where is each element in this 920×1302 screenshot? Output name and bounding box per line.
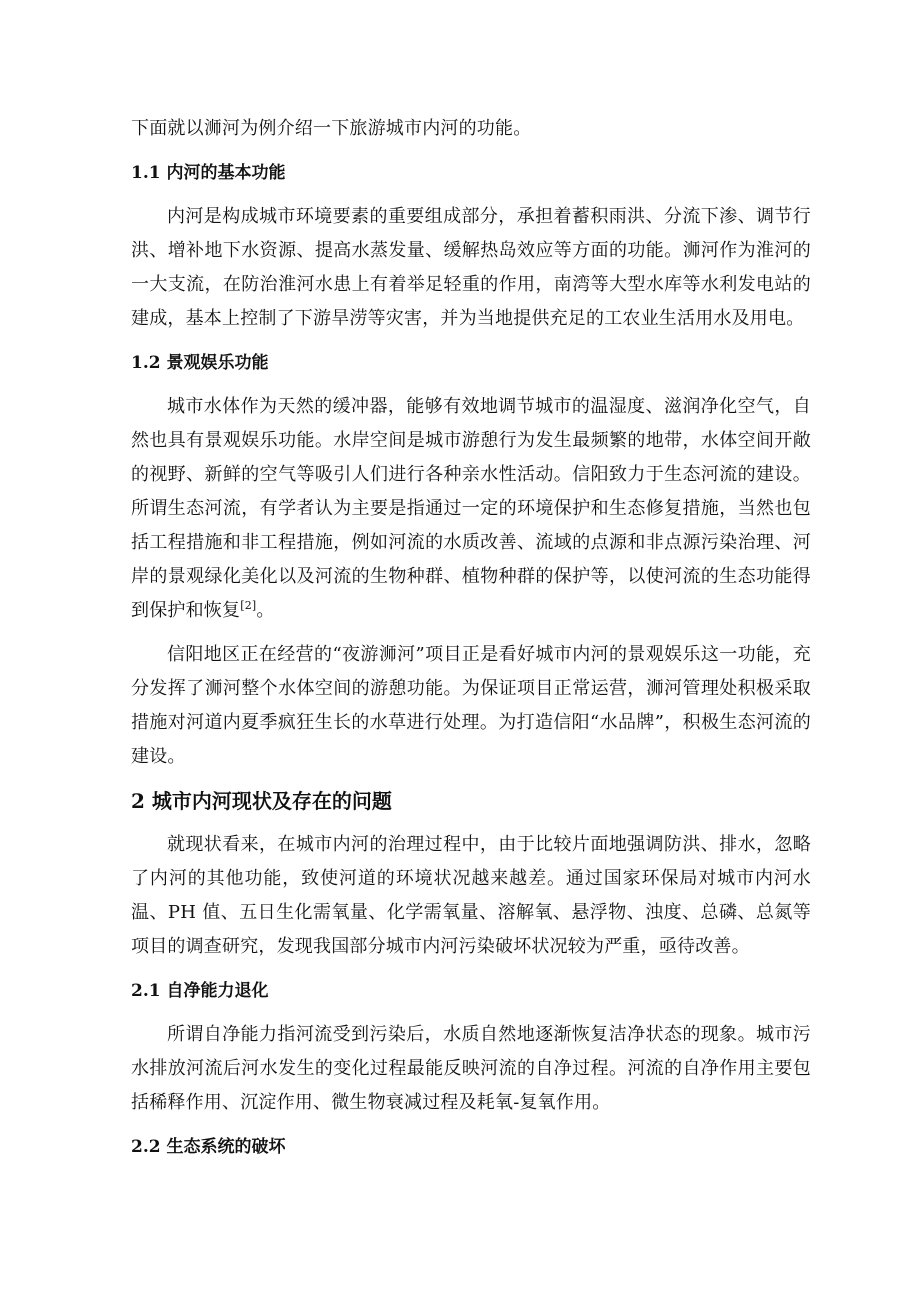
heading-2-1: 2.1 自净能力退化 — [131, 981, 269, 1001]
heading-2: 2 城市内河现状及存在的问题 — [131, 789, 392, 813]
heading-1-1: 1.1 内河的基本功能 — [131, 163, 286, 183]
heading-2-2: 2.2 生态系统的破坏 — [131, 1137, 286, 1157]
citation-reference: [2] — [240, 599, 257, 612]
paragraph-1-1: 内河是构成城市环境要素的重要组成部分，承担着蓄积雨洪、分流下渗、调节行洪、增补地下水资源、提高水蒸发量、缓解热岛效应等方面的功能。浉河作为淮河的一大支流，在防治淮河水患上有着举足轻重的作用，南湾等大型水库等水利发电站的建成，基本上控制了下游旱涝等灾害，并为当地提供充足的工农业生活用水及用电。 — [131, 206, 811, 329]
paragraph-1-2-b: 信阳地区正在经营的“夜游浉河”项目正是看好城市内河的景观娱乐这一功能，充分发挥了浉河整个水体空间的游憩功能。为保证项目正常运营，浉河管理处积极采取措施对河道内夏季疯狂生长的水草进行处理。为打造信阳“水品牌”，积极生态河流的建设。 — [131, 644, 811, 767]
paragraph-1-2-a — [131, 390, 811, 628]
paragraph-2-1: 所谓自净能力指河流受到污染后，水质自然地逐渐恢复洁净状态的现象。城市污水排放河流后河水发生的变化过程最能反映河流的自净过程。河流的自净作用主要包括稀释作用、沉淀作用、微生物衰减过程及耗氧-复氧作用。 — [131, 1024, 811, 1113]
paragraph-1-2-a-end: 。 — [256, 600, 275, 621]
paragraph-2: 就现状看来，在城市内河的治理过程中，由于比较片面地强调防洪、排水，忽略了内河的其他功能，致使河道的环境状况越来越差。通过国家环保局对城市内河水温、PH 值、五日生化需氧量、化学需氧量、溶解氧、悬浮物、浊度、总磷、总氮等项目的调查研究，发现我国部分城市内河污染破坏状况较为严重，亟待改善。 — [131, 834, 811, 957]
paragraph-1-2-a-text: 城市水体作为天然的缓冲器，能够有效地调节城市的温湿度、滋润净化空气，自然也具有景观娱乐功能。水岸空间是城市游憩行为发生最频繁的地带，水体空间开敞的视野、新鲜的空气等吸引人们进行各种亲水性活动。信阳致力于生态河流的建设。所谓生态河流，有学者认为主要是指通过一定的环境保护和生态修复措施，当然也包括工程措施和非工程措施，例如河流的水质改善、流域的点源和非点源污染治理、河岸的景观绿化美化以及河流的生物种群、植物种群的保护等，以使河流的生态功能得到保护和恢复 — [131, 396, 811, 621]
document-body — [131, 112, 811, 1174]
intro-paragraph: 下面就以浉河为例介绍一下旅游城市内河的功能。 — [131, 118, 532, 139]
heading-1-2: 1.2 景观娱乐功能 — [131, 353, 269, 373]
